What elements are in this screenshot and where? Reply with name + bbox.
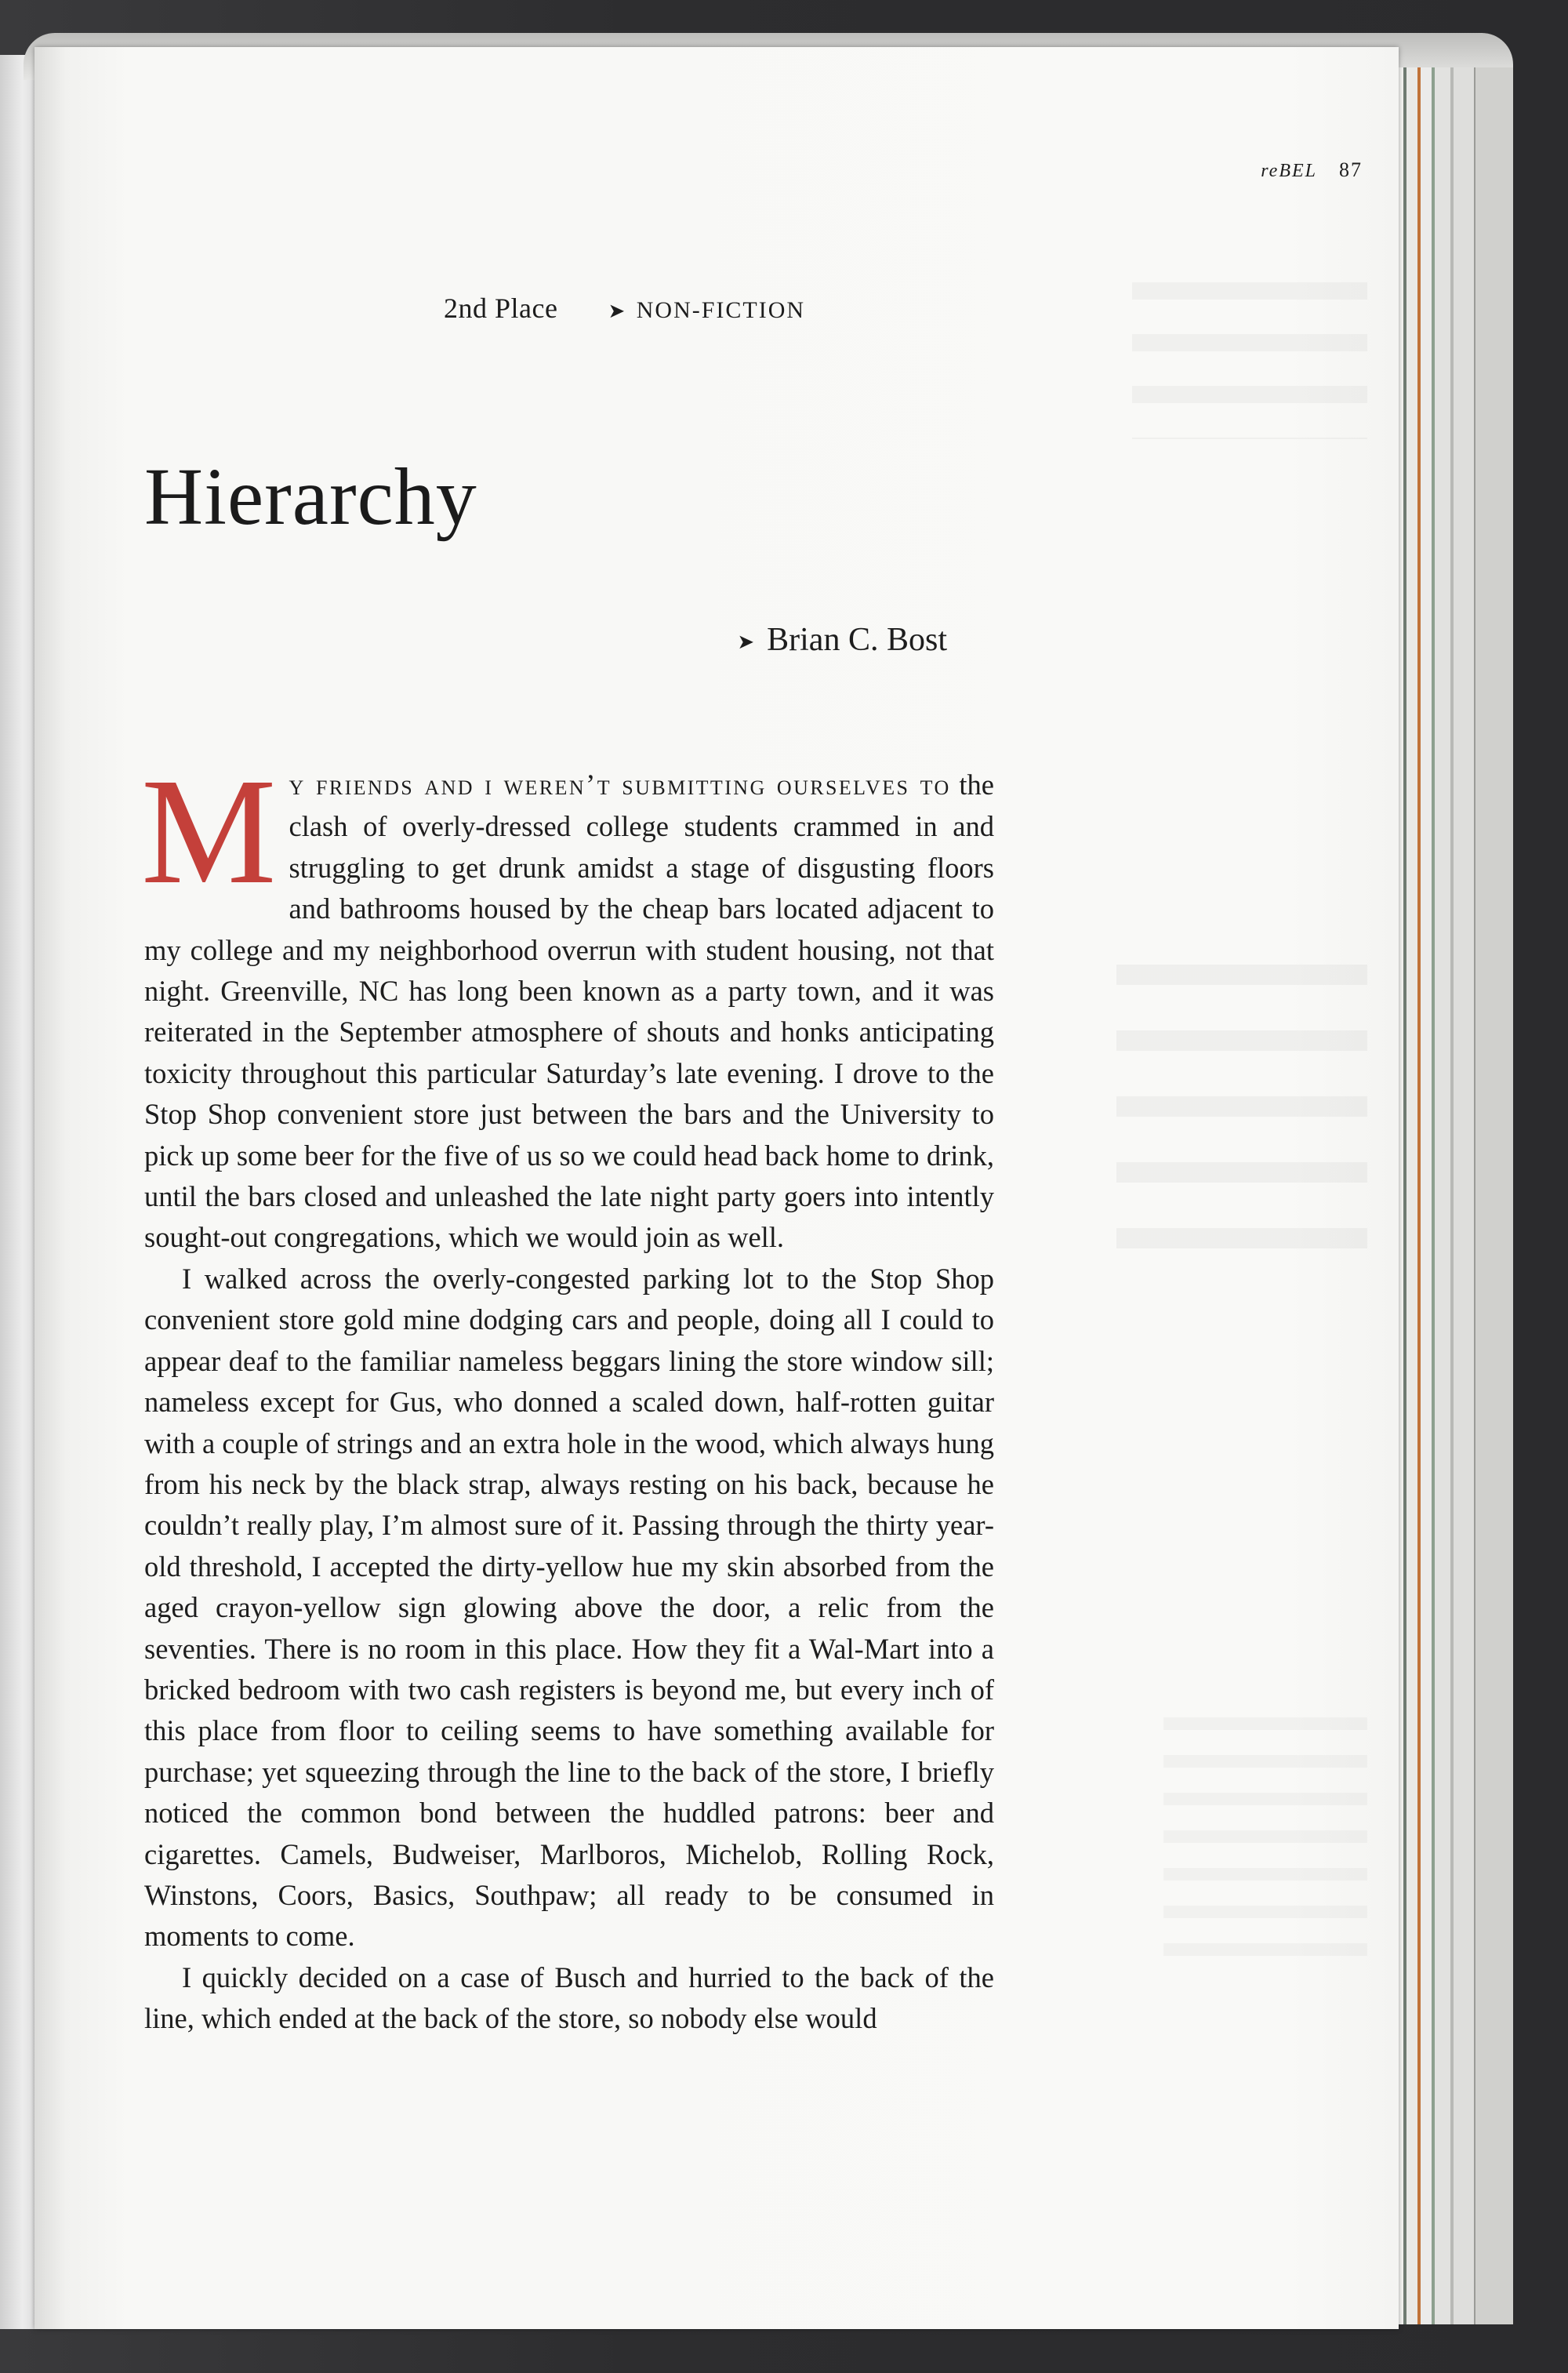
page-edges-stack xyxy=(1388,67,1513,2324)
author-name: Brian C. Bost xyxy=(767,622,947,658)
paragraph: I quickly decided on a case of Busch and hurried to the back of the line, which ended at the back of the store, so nobody else would xyxy=(144,1961,994,2035)
paragraph-text: the clash of overly-dressed college students crammed in and struggling to get drunk amidst a stage of disgusting floors and bathrooms housed by the cheap bars located adjacent to my college and my neighborhood overrun with student housing, not that night. Greenville, NC has long been known as a party town, and it was reiterated in the September atmosphere of shouts and honks anticipating toxicity throughout this particular Saturday’s late evening. I drove to the Stop Shop convenient store just between the bars and the University to pick up some beer for the five of us so we could head back home to drink, until the bars closed and unleashed the late night party goers into intently sought-out congregations, which we would join as well. xyxy=(144,769,994,1254)
arrow-bullet-icon: ➤ xyxy=(608,300,626,322)
drop-cap: M xyxy=(141,747,277,915)
show-through-shadow xyxy=(1163,1717,1367,1968)
paragraph: I walked across the overly-congested parking lot to the Stop Shop convenient store gold mine dodging cars and people, doing all I could to appear deaf to the familiar nameless beggars lining the store window sill; nameless except for Gus, who donned a scaled down, half-rotten guitar with a couple of strings and an extra hole in the wood, which always hung from his neck by the black strap, always resting on his back, because he couldn’t really play, I’m almost sure of it. Passing through the thirty year-old threshold, I accepted the dirty-yellow hue my skin absorbed from the aged crayon-yellow sign glowing above the door, a relic from the seventies. There is no room in this place. How they fit a Wal-Mart into a bricked bedroom with two cash registers is beyond me, but every inch of this place from floor to ceiling seems to have something available for purchase; yet squeezing through the line to the back of the store, I briefly noticed the common bond between the huddled patrons: beer and cigarettes. Camels, Budweiser, Marlboros, Michelob, Rolling Rock, Winstons, Coors, Basics, Southpaw; all ready to be consumed in moments to come. xyxy=(144,1262,994,1953)
paragraph xyxy=(141,747,994,1259)
article-title: Hierarchy xyxy=(144,452,477,542)
award-place: 2nd Place xyxy=(444,293,558,324)
author-line xyxy=(737,621,947,659)
magazine-name: reBEL xyxy=(1261,161,1317,181)
show-through-shadow xyxy=(1116,965,1367,1263)
running-header xyxy=(1261,158,1363,182)
article-body xyxy=(141,747,994,2040)
page-number: 87 xyxy=(1339,158,1363,181)
arrow-bullet-icon: ➤ xyxy=(737,630,755,654)
left-page-edge xyxy=(0,55,38,2329)
award-line xyxy=(444,292,805,325)
award-category: NON-FICTION xyxy=(636,297,806,323)
show-through-shadow xyxy=(1132,282,1367,439)
lead-in-smallcaps: y friends and i weren’t submitting ourselves to xyxy=(289,769,951,801)
